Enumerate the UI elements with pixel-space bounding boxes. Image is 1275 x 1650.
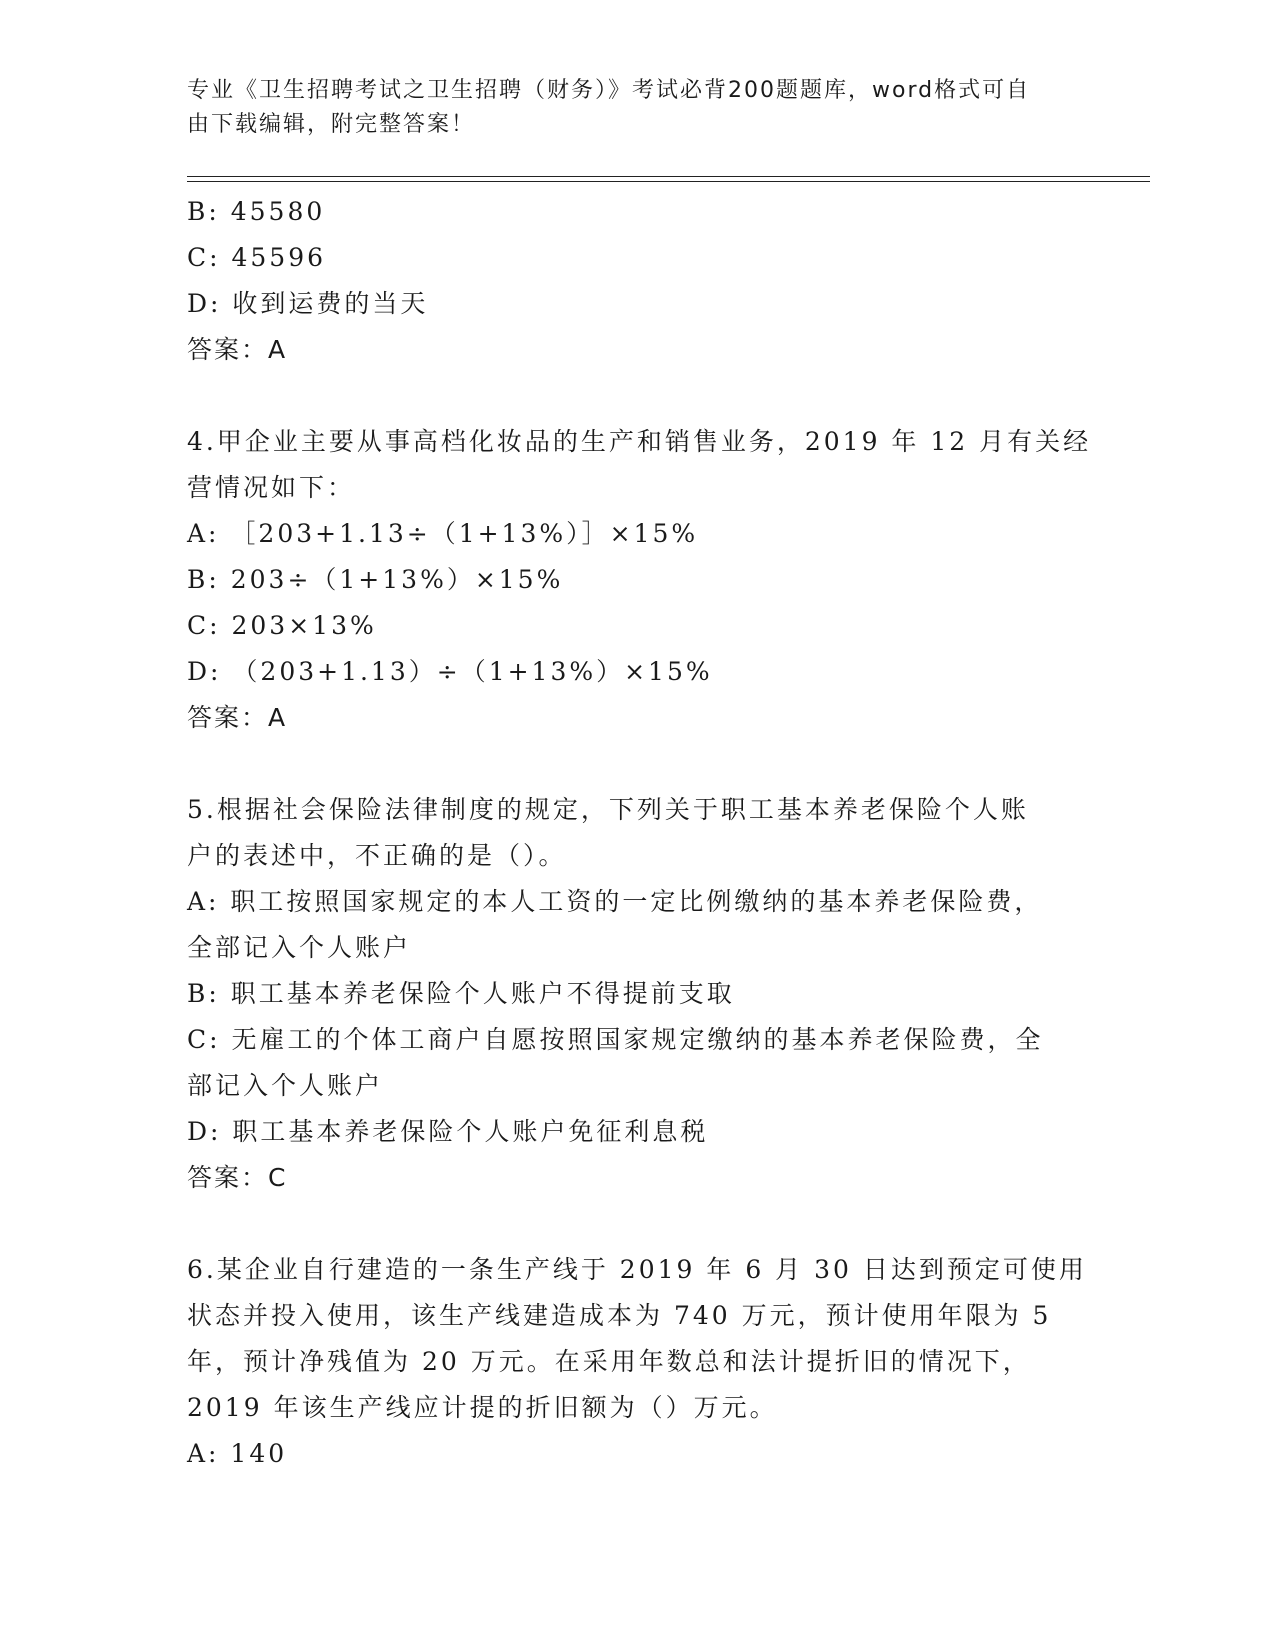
question-stem-line: 营情况如下： (187, 473, 356, 502)
option-b: B: 203÷（1+13%）×15% (187, 565, 564, 594)
question-stem-line: 5.根据社会保险法律制度的规定，下列关于职工基本养老保险个人账 (187, 795, 1029, 824)
option-d: D: （203+1.13）÷（1+13%）×15% (187, 657, 713, 686)
option-a: A: 140 (187, 1439, 288, 1468)
question-spacer (187, 741, 1087, 787)
option-c-line: C: 无雇工的个体工商户自愿按照国家规定缴纳的基本养老保险费，全 (187, 1025, 1044, 1054)
option-b: B: 45580 (187, 197, 326, 226)
question-spacer (187, 373, 1087, 419)
option-c: C: 45596 (187, 243, 327, 272)
answer: 答案：A (187, 703, 288, 732)
question-stem-line: 4.甲企业主要从事高档化妆品的生产和销售业务，2019 年 12 月有关经 (187, 427, 1092, 456)
option-c-line: 部记入个人账户 (187, 1071, 384, 1100)
option-b: B: 职工基本养老保险个人账户不得提前支取 (187, 979, 735, 1008)
option-d: D: 收到运费的当天 (187, 289, 429, 318)
question-3-tail (187, 189, 1087, 373)
option-a: A: ［203+1.13÷（1+13%）］×15% (187, 519, 699, 548)
option-d: D: 职工基本养老保险个人账户免征利息税 (187, 1117, 709, 1146)
question-stem-line: 6.某企业自行建造的一条生产线于 2019 年 6 月 30 日达到预定可使用 (187, 1255, 1087, 1284)
question-5 (187, 787, 1087, 1201)
question-spacer (187, 1201, 1087, 1247)
question-stem-line: 户的表述中，不正确的是（）。 (187, 841, 567, 870)
header-line-2: 由下载编辑，附完整答案！ (187, 112, 476, 137)
question-stem-line: 状态并投入使用，该生产线建造成本为 740 万元，预计使用年限为 5 (187, 1301, 1052, 1330)
answer: 答案：A (187, 335, 288, 364)
question-stem-line: 年，预计净残值为 20 万元。在采用年数总和法计提折旧的情况下， (187, 1347, 1031, 1376)
question-content (187, 189, 1092, 1477)
document-header (187, 74, 1067, 142)
question-4 (187, 419, 1092, 741)
header-line-1: 专业《卫生招聘考试之卫生招聘（财务）》考试必背200题题库，word格式可自 (187, 78, 1031, 103)
question-stem-line: 2019 年该生产线应计提的折旧额为（）万元。 (187, 1393, 778, 1422)
option-a-line: A: 职工按照国家规定的本人工资的一定比例缴纳的基本养老保险费， (187, 887, 1043, 916)
question-6 (187, 1247, 1087, 1477)
option-c: C: 203×13% (187, 611, 377, 640)
option-a-line: 全部记入个人账户 (187, 933, 412, 962)
header-rule-top (187, 176, 1150, 177)
answer: 答案：C (187, 1163, 288, 1192)
header-rule-bottom (187, 181, 1150, 182)
